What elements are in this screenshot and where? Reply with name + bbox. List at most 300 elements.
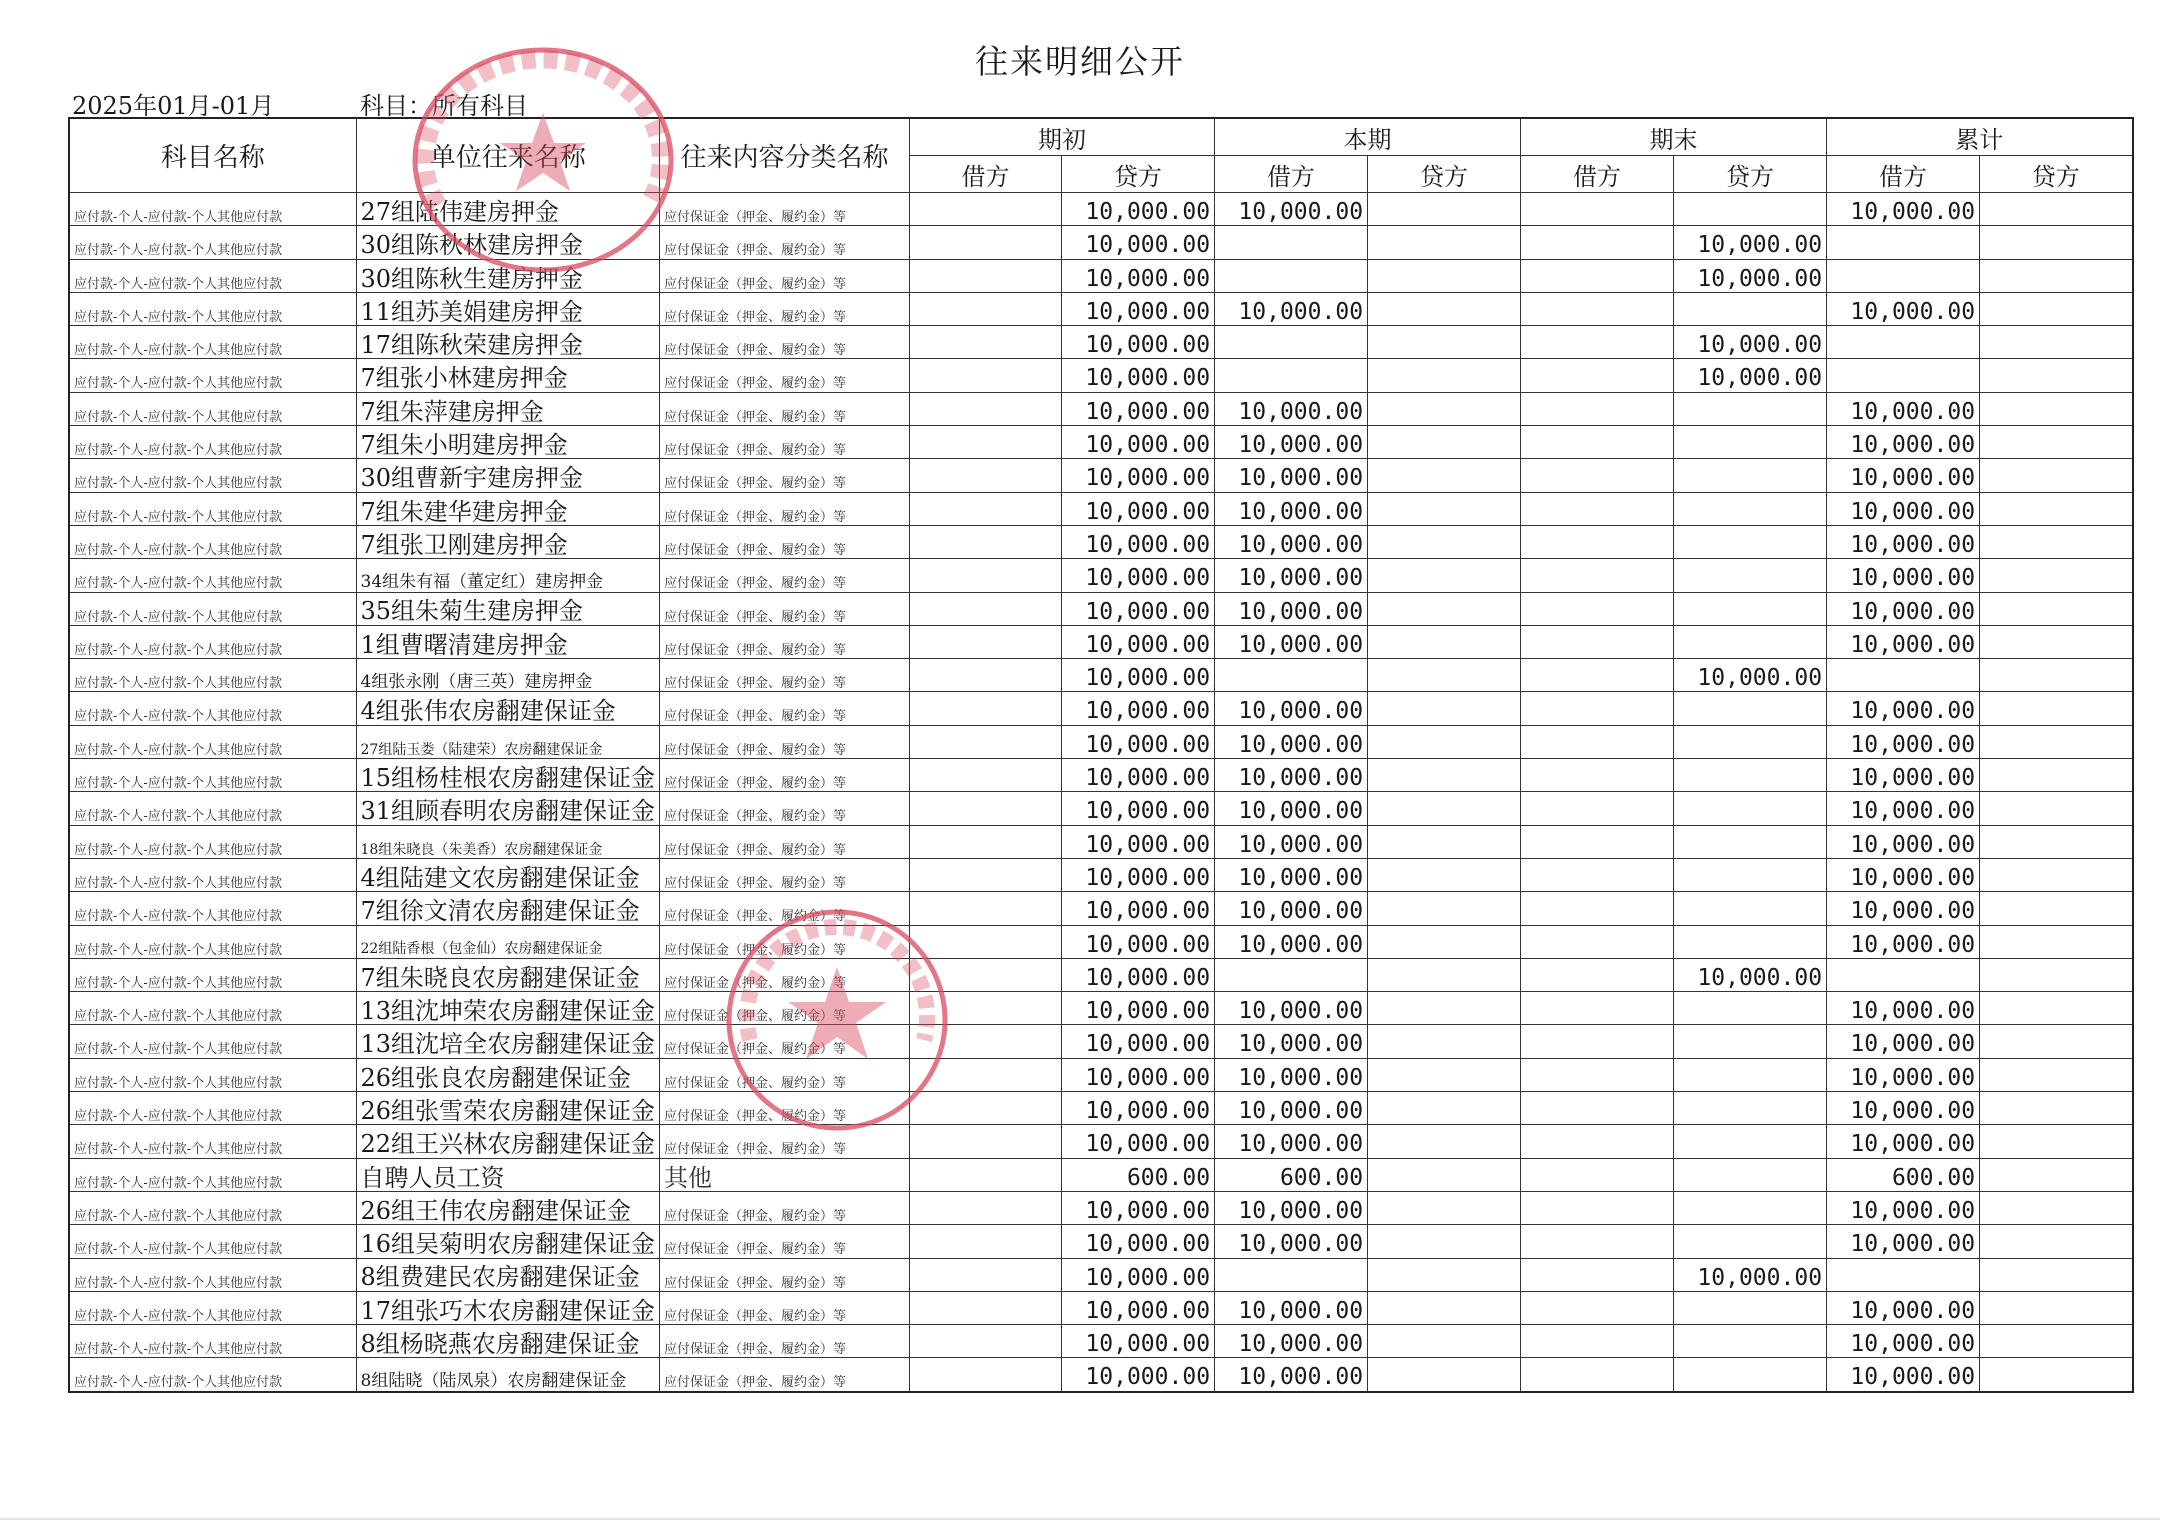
cell-cumulative-debit: 10,000.00 (1827, 525, 1980, 558)
cell-opening-credit: 10,000.00 (1062, 659, 1215, 692)
cell-opening-debit (910, 958, 1062, 991)
cell-unit: 8组陆晓（陆凤泉）农房翻建保证金 (356, 1358, 660, 1392)
cell-current-debit (1215, 958, 1368, 991)
cell-closing-credit (1674, 1358, 1827, 1392)
cell-current-debit: 10,000.00 (1215, 492, 1368, 525)
cell-current-debit: 10,000.00 (1215, 725, 1368, 758)
cell-cumulative-credit (1980, 659, 2133, 692)
cell-cumulative-credit (1980, 226, 2133, 259)
ledger-body (69, 193, 2133, 1392)
cell-cumulative-debit: 10,000.00 (1827, 1291, 1980, 1324)
cell-closing-debit (1521, 392, 1674, 425)
table-row (69, 992, 2133, 1025)
cell-category: 应付保证金（押金、履约金）等 (660, 1291, 910, 1324)
cell-current-credit (1368, 525, 1521, 558)
cell-unit: 31组顾春明农房翻建保证金 (356, 792, 660, 825)
table-row (69, 592, 2133, 625)
cell-cumulative-debit (1827, 1258, 1980, 1291)
cell-subject: 应付款-个人-应付款-个人其他应付款 (69, 326, 356, 359)
cell-opening-debit (910, 725, 1062, 758)
cell-closing-credit (1674, 725, 1827, 758)
cell-subject: 应付款-个人-应付款-个人其他应付款 (69, 992, 356, 1025)
cell-opening-debit (910, 992, 1062, 1025)
cell-current-credit (1368, 1125, 1521, 1158)
cell-opening-credit: 10,000.00 (1062, 592, 1215, 625)
cell-opening-credit: 10,000.00 (1062, 1258, 1215, 1291)
cell-current-debit (1215, 259, 1368, 292)
cell-closing-credit (1674, 193, 1827, 226)
cell-subject: 应付款-个人-应付款-个人其他应付款 (69, 1325, 356, 1358)
cell-opening-credit: 10,000.00 (1062, 193, 1215, 226)
cell-closing-debit (1521, 858, 1674, 891)
cell-category: 应付保证金（押金、履约金）等 (660, 1025, 910, 1058)
cell-cumulative-debit: 10,000.00 (1827, 892, 1980, 925)
cell-current-debit: 10,000.00 (1215, 1225, 1368, 1258)
cell-subject: 应付款-个人-应付款-个人其他应付款 (69, 292, 356, 325)
header-group-closing: 期末 (1521, 118, 1827, 156)
cell-opening-debit (910, 659, 1062, 692)
cell-opening-credit: 600.00 (1062, 1158, 1215, 1191)
cell-cumulative-debit: 10,000.00 (1827, 1225, 1980, 1258)
cell-cumulative-debit: 10,000.00 (1827, 426, 1980, 459)
cell-category: 应付保证金（押金、履约金）等 (660, 359, 910, 392)
cell-cumulative-debit: 10,000.00 (1827, 1191, 1980, 1224)
cell-current-credit (1368, 759, 1521, 792)
cell-category: 应付保证金（押金、履约金）等 (660, 426, 910, 459)
table-row (69, 1092, 2133, 1125)
cell-current-credit (1368, 692, 1521, 725)
cell-current-credit (1368, 1291, 1521, 1324)
cell-closing-debit (1521, 792, 1674, 825)
cell-current-debit: 10,000.00 (1215, 559, 1368, 592)
header-cumulative-debit: 借方 (1827, 156, 1980, 193)
cell-category: 应付保证金（押金、履约金）等 (660, 592, 910, 625)
cell-closing-debit (1521, 193, 1674, 226)
cell-cumulative-credit (1980, 326, 2133, 359)
header-subject-name: 科目名称 (69, 118, 356, 193)
cell-current-debit: 10,000.00 (1215, 925, 1368, 958)
cell-category: 应付保证金（押金、履约金）等 (660, 525, 910, 558)
cell-unit: 26组王伟农房翻建保证金 (356, 1191, 660, 1224)
cell-subject: 应付款-个人-应付款-个人其他应付款 (69, 426, 356, 459)
cell-closing-debit (1521, 1092, 1674, 1125)
cell-current-credit (1368, 858, 1521, 891)
cell-current-credit (1368, 792, 1521, 825)
cell-cumulative-debit: 10,000.00 (1827, 692, 1980, 725)
cell-opening-debit (910, 1158, 1062, 1191)
cell-opening-debit (910, 858, 1062, 891)
cell-current-debit: 10,000.00 (1215, 193, 1368, 226)
cell-current-credit (1368, 326, 1521, 359)
table-row (69, 659, 2133, 692)
cell-opening-credit: 10,000.00 (1062, 825, 1215, 858)
cell-subject: 应付款-个人-应付款-个人其他应付款 (69, 1125, 356, 1158)
table-row (69, 792, 2133, 825)
cell-opening-debit (910, 759, 1062, 792)
cell-unit: 35组朱菊生建房押金 (356, 592, 660, 625)
cell-cumulative-credit (1980, 1258, 2133, 1291)
cell-category: 应付保证金（押金、履约金）等 (660, 292, 910, 325)
cell-opening-debit (910, 326, 1062, 359)
table-row (69, 892, 2133, 925)
cell-subject: 应付款-个人-应付款-个人其他应付款 (69, 1092, 356, 1125)
cell-subject: 应付款-个人-应付款-个人其他应付款 (69, 226, 356, 259)
cell-cumulative-debit: 10,000.00 (1827, 492, 1980, 525)
cell-current-credit (1368, 392, 1521, 425)
cell-opening-debit (910, 392, 1062, 425)
cell-closing-debit (1521, 226, 1674, 259)
cell-category: 应付保证金（押金、履约金）等 (660, 459, 910, 492)
cell-opening-debit (910, 292, 1062, 325)
cell-closing-credit (1674, 1092, 1827, 1125)
cell-current-debit: 10,000.00 (1215, 459, 1368, 492)
header-closing-debit: 借方 (1521, 156, 1674, 193)
cell-subject: 应付款-个人-应付款-个人其他应付款 (69, 1058, 356, 1091)
cell-closing-debit (1521, 1258, 1674, 1291)
cell-cumulative-debit: 10,000.00 (1827, 759, 1980, 792)
cell-opening-debit (910, 1025, 1062, 1058)
subject-filter-value: 所有科目 (432, 92, 528, 120)
cell-opening-credit: 10,000.00 (1062, 892, 1215, 925)
cell-cumulative-credit (1980, 1092, 2133, 1125)
cell-current-debit (1215, 659, 1368, 692)
cell-unit: 7组朱晓良农房翻建保证金 (356, 958, 660, 991)
cell-opening-debit (910, 925, 1062, 958)
cell-subject: 应付款-个人-应付款-个人其他应付款 (69, 592, 356, 625)
table-row (69, 625, 2133, 658)
cell-current-credit (1368, 992, 1521, 1025)
cell-opening-credit: 10,000.00 (1062, 625, 1215, 658)
cell-category: 应付保证金（押金、履约金）等 (660, 1258, 910, 1291)
cell-closing-debit (1521, 992, 1674, 1025)
cell-current-credit (1368, 892, 1521, 925)
cell-closing-credit (1674, 592, 1827, 625)
cell-opening-debit (910, 1325, 1062, 1358)
cell-cumulative-credit (1980, 359, 2133, 392)
cell-unit: 7组朱小明建房押金 (356, 426, 660, 459)
cell-closing-debit (1521, 259, 1674, 292)
cell-closing-debit (1521, 1191, 1674, 1224)
cell-closing-debit (1521, 925, 1674, 958)
cell-unit: 15组杨桂根农房翻建保证金 (356, 759, 660, 792)
cell-opening-debit (910, 1125, 1062, 1158)
cell-category: 应付保证金（押金、履约金）等 (660, 825, 910, 858)
cell-cumulative-debit: 10,000.00 (1827, 1325, 1980, 1358)
table-row (69, 1225, 2133, 1258)
cell-current-credit (1368, 1092, 1521, 1125)
header-category-name: 往来内容分类名称 (660, 118, 910, 193)
cell-closing-debit (1521, 1058, 1674, 1091)
cell-current-credit (1368, 925, 1521, 958)
table-row (69, 1025, 2133, 1058)
header-group-cumulative: 累计 (1827, 118, 2133, 156)
cell-cumulative-credit (1980, 426, 2133, 459)
cell-cumulative-debit: 10,000.00 (1827, 559, 1980, 592)
cell-current-debit: 10,000.00 (1215, 1058, 1368, 1091)
cell-subject: 应付款-个人-应付款-个人其他应付款 (69, 958, 356, 991)
table-row (69, 825, 2133, 858)
cell-current-debit: 10,000.00 (1215, 1092, 1368, 1125)
cell-current-credit (1368, 459, 1521, 492)
table-row (69, 925, 2133, 958)
cell-subject: 应付款-个人-应付款-个人其他应付款 (69, 392, 356, 425)
cell-unit: 7组徐文清农房翻建保证金 (356, 892, 660, 925)
cell-category: 应付保证金（押金、履约金）等 (660, 958, 910, 991)
cell-closing-debit (1521, 492, 1674, 525)
ledger-table (68, 117, 2134, 1393)
cell-opening-credit: 10,000.00 (1062, 326, 1215, 359)
cell-opening-credit: 10,000.00 (1062, 1058, 1215, 1091)
cell-category: 应付保证金（押金、履约金）等 (660, 193, 910, 226)
cell-opening-debit (910, 426, 1062, 459)
subject-filter-label: 科目： (360, 92, 432, 120)
cell-unit: 30组陈秋林建房押金 (356, 226, 660, 259)
cell-category: 应付保证金（押金、履约金）等 (660, 692, 910, 725)
cell-category: 应付保证金（押金、履约金）等 (660, 858, 910, 891)
cell-cumulative-debit (1827, 359, 1980, 392)
cell-closing-credit (1674, 925, 1827, 958)
cell-current-debit: 10,000.00 (1215, 392, 1368, 425)
cell-subject: 应付款-个人-应付款-个人其他应付款 (69, 559, 356, 592)
cell-cumulative-credit (1980, 1191, 2133, 1224)
cell-current-credit (1368, 1258, 1521, 1291)
cell-opening-credit: 10,000.00 (1062, 692, 1215, 725)
cell-closing-credit (1674, 625, 1827, 658)
cell-subject: 应付款-个人-应付款-个人其他应付款 (69, 359, 356, 392)
cell-opening-credit: 10,000.00 (1062, 559, 1215, 592)
cell-closing-credit (1674, 1125, 1827, 1158)
report-period: 2025年01月-01月 (72, 92, 275, 120)
cell-closing-credit (1674, 392, 1827, 425)
cell-unit: 4组陆建文农房翻建保证金 (356, 858, 660, 891)
table-row (69, 359, 2133, 392)
table-row (69, 193, 2133, 226)
cell-cumulative-credit (1980, 692, 2133, 725)
cell-current-credit (1368, 659, 1521, 692)
table-row (69, 392, 2133, 425)
cell-closing-credit (1674, 692, 1827, 725)
cell-closing-debit (1521, 958, 1674, 991)
cell-opening-credit: 10,000.00 (1062, 525, 1215, 558)
cell-current-debit: 10,000.00 (1215, 692, 1368, 725)
header-opening-credit: 贷方 (1062, 156, 1215, 193)
cell-closing-credit (1674, 759, 1827, 792)
document-title: 往来明细公开 (975, 42, 1185, 81)
cell-closing-credit (1674, 1225, 1827, 1258)
cell-closing-credit (1674, 459, 1827, 492)
cell-unit: 13组沈培全农房翻建保证金 (356, 1025, 660, 1058)
table-row (69, 1058, 2133, 1091)
cell-cumulative-debit (1827, 259, 1980, 292)
cell-category: 应付保证金（押金、履约金）等 (660, 559, 910, 592)
table-row (69, 326, 2133, 359)
cell-closing-credit (1674, 1191, 1827, 1224)
cell-current-debit (1215, 226, 1368, 259)
cell-closing-credit: 10,000.00 (1674, 359, 1827, 392)
table-row (69, 858, 2133, 891)
cell-subject: 应付款-个人-应付款-个人其他应付款 (69, 858, 356, 891)
cell-cumulative-credit (1980, 459, 2133, 492)
cell-cumulative-debit: 10,000.00 (1827, 1358, 1980, 1392)
cell-current-debit (1215, 326, 1368, 359)
cell-closing-credit: 10,000.00 (1674, 259, 1827, 292)
cell-closing-debit (1521, 725, 1674, 758)
cell-opening-credit: 10,000.00 (1062, 259, 1215, 292)
cell-current-debit: 10,000.00 (1215, 892, 1368, 925)
cell-closing-debit (1521, 459, 1674, 492)
cell-closing-debit (1521, 426, 1674, 459)
table-row (69, 459, 2133, 492)
cell-cumulative-credit (1980, 1025, 2133, 1058)
cell-cumulative-credit (1980, 525, 2133, 558)
cell-opening-credit: 10,000.00 (1062, 992, 1215, 1025)
cell-opening-debit (910, 359, 1062, 392)
cell-cumulative-debit: 10,000.00 (1827, 592, 1980, 625)
cell-current-credit (1368, 1158, 1521, 1191)
cell-opening-debit (910, 492, 1062, 525)
cell-subject: 应付款-个人-应付款-个人其他应付款 (69, 625, 356, 658)
cell-closing-debit (1521, 292, 1674, 325)
cell-cumulative-debit: 10,000.00 (1827, 858, 1980, 891)
cell-subject: 应付款-个人-应付款-个人其他应付款 (69, 692, 356, 725)
cell-current-debit: 10,000.00 (1215, 825, 1368, 858)
cell-current-debit: 10,000.00 (1215, 759, 1368, 792)
cell-current-credit (1368, 1325, 1521, 1358)
cell-unit: 17组张巧木农房翻建保证金 (356, 1291, 660, 1324)
cell-cumulative-debit: 10,000.00 (1827, 725, 1980, 758)
cell-cumulative-credit (1980, 1325, 2133, 1358)
cell-current-credit (1368, 1058, 1521, 1091)
cell-opening-debit (910, 592, 1062, 625)
cell-opening-credit: 10,000.00 (1062, 925, 1215, 958)
cell-opening-credit: 10,000.00 (1062, 1191, 1215, 1224)
cell-current-credit (1368, 359, 1521, 392)
header-cumulative-credit: 贷方 (1980, 156, 2133, 193)
cell-cumulative-credit (1980, 1058, 2133, 1091)
cell-category: 应付保证金（押金、履约金）等 (660, 625, 910, 658)
cell-current-credit (1368, 1025, 1521, 1058)
cell-category: 应付保证金（押金、履约金）等 (660, 659, 910, 692)
cell-unit: 8组杨晓燕农房翻建保证金 (356, 1325, 660, 1358)
cell-opening-credit: 10,000.00 (1062, 292, 1215, 325)
cell-subject: 应付款-个人-应付款-个人其他应付款 (69, 1358, 356, 1392)
cell-closing-debit (1521, 692, 1674, 725)
cell-current-debit: 10,000.00 (1215, 592, 1368, 625)
cell-closing-credit: 10,000.00 (1674, 226, 1827, 259)
cell-closing-credit (1674, 559, 1827, 592)
cell-opening-debit (910, 1225, 1062, 1258)
cell-unit: 22组王兴林农房翻建保证金 (356, 1125, 660, 1158)
cell-category: 应付保证金（押金、履约金）等 (660, 992, 910, 1025)
cell-opening-debit (910, 459, 1062, 492)
cell-category: 应付保证金（押金、履约金）等 (660, 392, 910, 425)
cell-opening-debit (910, 1058, 1062, 1091)
cell-current-debit: 10,000.00 (1215, 792, 1368, 825)
cell-cumulative-credit (1980, 392, 2133, 425)
cell-subject: 应付款-个人-应付款-个人其他应付款 (69, 1258, 356, 1291)
cell-category: 应付保证金（押金、履约金）等 (660, 1358, 910, 1392)
cell-closing-debit (1521, 326, 1674, 359)
cell-cumulative-debit: 10,000.00 (1827, 825, 1980, 858)
cell-current-credit (1368, 426, 1521, 459)
cell-unit: 8组费建民农房翻建保证金 (356, 1258, 660, 1291)
cell-current-debit: 10,000.00 (1215, 858, 1368, 891)
cell-unit: 13组沈坤荣农房翻建保证金 (356, 992, 660, 1025)
header-group-current: 本期 (1215, 118, 1521, 156)
cell-cumulative-credit (1980, 259, 2133, 292)
cell-category: 应付保证金（押金、履约金）等 (660, 1225, 910, 1258)
cell-closing-debit (1521, 1225, 1674, 1258)
cell-closing-debit (1521, 525, 1674, 558)
cell-cumulative-credit (1980, 792, 2133, 825)
cell-cumulative-debit (1827, 958, 1980, 991)
cell-cumulative-credit (1980, 625, 2133, 658)
cell-subject: 应付款-个人-应付款-个人其他应付款 (69, 759, 356, 792)
cell-opening-debit (910, 892, 1062, 925)
cell-closing-debit (1521, 1158, 1674, 1191)
cell-unit: 7组朱建华建房押金 (356, 492, 660, 525)
header-current-credit: 贷方 (1368, 156, 1521, 193)
cell-unit: 16组吴菊明农房翻建保证金 (356, 1225, 660, 1258)
cell-closing-debit (1521, 759, 1674, 792)
cell-subject: 应付款-个人-应付款-个人其他应付款 (69, 525, 356, 558)
cell-subject: 应付款-个人-应付款-个人其他应付款 (69, 825, 356, 858)
cell-cumulative-credit (1980, 1125, 2133, 1158)
cell-opening-credit: 10,000.00 (1062, 1225, 1215, 1258)
cell-current-credit (1368, 825, 1521, 858)
cell-current-debit: 10,000.00 (1215, 1025, 1368, 1058)
cell-opening-credit: 10,000.00 (1062, 1325, 1215, 1358)
ledger-header (69, 118, 2133, 193)
table-row (69, 492, 2133, 525)
cell-cumulative-debit: 10,000.00 (1827, 392, 1980, 425)
cell-subject: 应付款-个人-应付款-个人其他应付款 (69, 193, 356, 226)
cell-opening-debit (910, 1358, 1062, 1392)
cell-unit: 4组张永刚（唐三英）建房押金 (356, 659, 660, 692)
table-row (69, 1191, 2133, 1224)
cell-closing-credit (1674, 1158, 1827, 1191)
cell-current-debit: 10,000.00 (1215, 992, 1368, 1025)
cell-subject: 应付款-个人-应付款-个人其他应付款 (69, 1291, 356, 1324)
cell-opening-debit (910, 625, 1062, 658)
cell-closing-credit (1674, 792, 1827, 825)
cell-cumulative-debit: 10,000.00 (1827, 292, 1980, 325)
cell-opening-credit: 10,000.00 (1062, 958, 1215, 991)
cell-current-debit: 10,000.00 (1215, 625, 1368, 658)
cell-category: 其他 (660, 1158, 910, 1191)
cell-opening-credit: 10,000.00 (1062, 792, 1215, 825)
cell-opening-debit (910, 226, 1062, 259)
cell-category: 应付保证金（押金、履约金）等 (660, 492, 910, 525)
cell-closing-credit (1674, 1291, 1827, 1324)
cell-unit: 27组陆伟建房押金 (356, 193, 660, 226)
cell-subject: 应付款-个人-应付款-个人其他应付款 (69, 492, 356, 525)
cell-unit: 17组陈秋荣建房押金 (356, 326, 660, 359)
cell-opening-debit (910, 1258, 1062, 1291)
cell-unit: 7组张小林建房押金 (356, 359, 660, 392)
cell-category: 应付保证金（押金、履约金）等 (660, 1092, 910, 1125)
cell-current-credit (1368, 1191, 1521, 1224)
cell-unit: 26组张雪荣农房翻建保证金 (356, 1092, 660, 1125)
cell-closing-debit (1521, 1358, 1674, 1392)
cell-current-debit: 10,000.00 (1215, 1358, 1368, 1392)
cell-cumulative-credit (1980, 725, 2133, 758)
cell-cumulative-debit: 10,000.00 (1827, 792, 1980, 825)
cell-opening-credit: 10,000.00 (1062, 1125, 1215, 1158)
cell-opening-debit (910, 1191, 1062, 1224)
cell-unit: 自聘人员工资 (356, 1158, 660, 1191)
cell-closing-credit: 10,000.00 (1674, 326, 1827, 359)
